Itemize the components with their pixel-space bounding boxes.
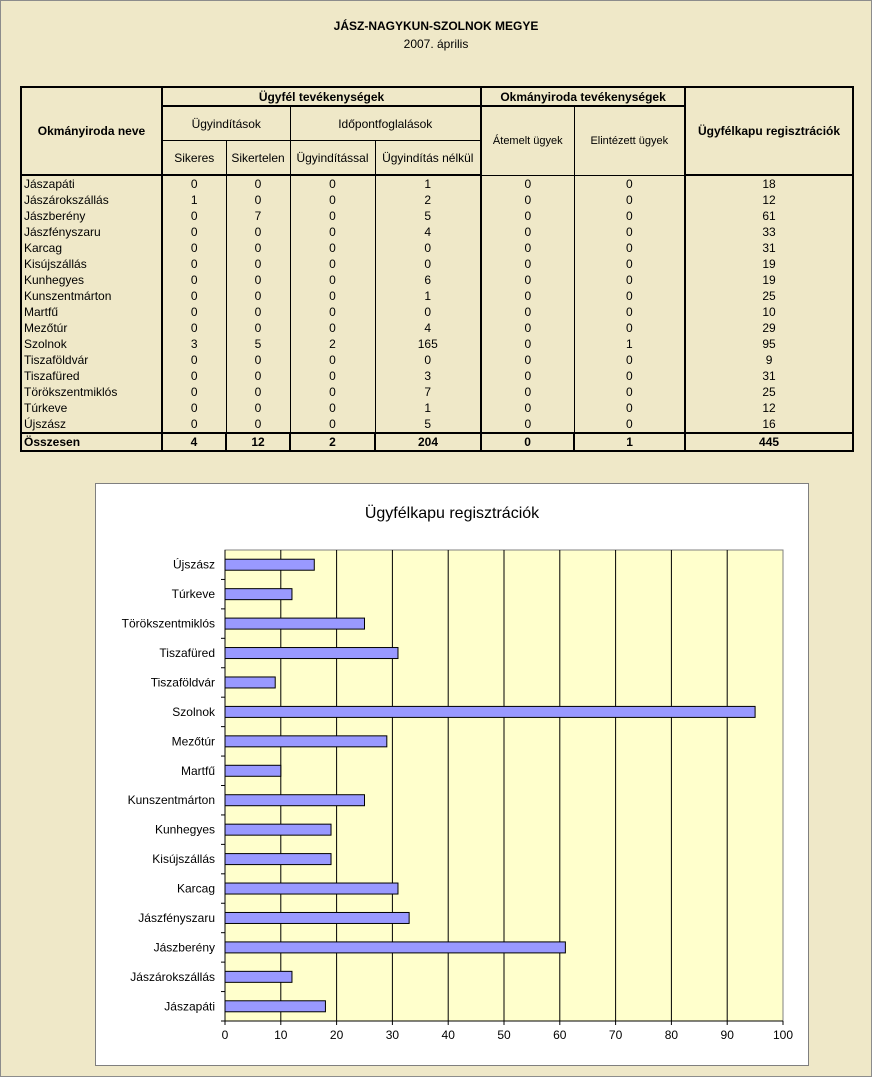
table-cell: 25	[685, 384, 853, 400]
table-cell: 0	[226, 288, 290, 304]
table-cell: 0	[574, 208, 685, 224]
total-cell: 204	[375, 433, 481, 451]
table-cell: 0	[481, 256, 574, 272]
table-cell: 0	[162, 368, 226, 384]
chart-area	[95, 483, 809, 1066]
table-cell: 31	[685, 368, 853, 384]
y-category-label: Törökszentmiklós	[121, 616, 215, 631]
office-name-cell: Túrkeve	[21, 400, 162, 416]
page-subtitle: 2007. április	[403, 37, 469, 51]
table-cell: 0	[290, 175, 375, 192]
x-tick-label: 90	[720, 1028, 734, 1042]
bar-Túrkeve	[225, 589, 292, 600]
y-category-label: Tiszafüred	[159, 646, 215, 661]
table-cell: 0	[481, 368, 574, 384]
y-category-label: Újszász	[172, 557, 215, 572]
table-row	[21, 320, 853, 336]
chart-title: Ügyfélkapu regisztrációk	[364, 505, 540, 522]
table-cell: 3	[375, 368, 481, 384]
table-cell: 0	[226, 175, 290, 192]
table-cell: 12	[685, 192, 853, 208]
table-cell: 0	[574, 224, 685, 240]
y-category-label: Jászapáti	[164, 999, 215, 1014]
table-cell: 0	[574, 384, 685, 400]
table-cell: 0	[162, 416, 226, 433]
y-category-label: Tiszaföldvár	[150, 675, 215, 690]
x-tick-label: 50	[497, 1028, 511, 1042]
table-cell: 0	[226, 192, 290, 208]
office-name-cell: Szolnok	[21, 336, 162, 352]
total-row	[21, 433, 853, 451]
table-cell: 19	[685, 272, 853, 288]
table-cell: 7	[226, 208, 290, 224]
table-cell: 0	[574, 352, 685, 368]
bar-Tiszaföldvár	[225, 677, 275, 688]
table-cell: 0	[226, 224, 290, 240]
bar-Újszász	[225, 559, 314, 570]
table-cell: 1	[375, 288, 481, 304]
bar-Tiszafüred	[225, 648, 398, 659]
x-tick-label: 70	[608, 1028, 623, 1042]
table-cell: 0	[290, 208, 375, 224]
table-cell: 0	[290, 192, 375, 208]
table-cell: 95	[685, 336, 853, 352]
table-cell: 31	[685, 240, 853, 256]
bar-Jászárokszállás	[225, 971, 292, 982]
table-cell: 9	[685, 352, 853, 368]
total-cell: 445	[685, 433, 853, 451]
table-cell: 1	[375, 400, 481, 416]
table-cell: 25	[685, 288, 853, 304]
table-cell: 0	[226, 400, 290, 416]
office-name-cell: Tiszafüred	[21, 368, 162, 384]
table-cell: 0	[162, 400, 226, 416]
office-name-cell: Törökszentmiklós	[21, 384, 162, 400]
table-row	[21, 224, 853, 240]
bar-Jászapáti	[225, 1001, 325, 1012]
table-cell: 0	[290, 256, 375, 272]
table-cell: 4	[375, 320, 481, 336]
y-category-label: Martfű	[180, 763, 215, 778]
y-category-label: Mezőtúr	[171, 734, 215, 749]
y-category-label: Túrkeve	[171, 587, 215, 602]
table-cell: 0	[481, 304, 574, 320]
x-tick-label: 80	[664, 1028, 679, 1042]
y-category-label: Karcag	[176, 881, 215, 896]
x-tick-label: 10	[274, 1028, 288, 1042]
table-cell: 0	[481, 384, 574, 400]
table-cell: 0	[574, 240, 685, 256]
table-cell: 4	[375, 224, 481, 240]
x-tick-label: 40	[441, 1028, 455, 1042]
bar-Kunhegyes	[225, 824, 331, 835]
table-cell: 0	[481, 208, 574, 224]
table-cell: 0	[290, 240, 375, 256]
bar-Jászberény	[225, 942, 565, 953]
table-cell: 0	[290, 384, 375, 400]
table-cell: 0	[290, 352, 375, 368]
table-row	[21, 240, 853, 256]
table-cell: 0	[574, 400, 685, 416]
table-cell: 0	[162, 288, 226, 304]
table-cell: 16	[685, 416, 853, 433]
x-tick-label: 100	[772, 1028, 794, 1042]
x-tick-label: 0	[221, 1028, 229, 1042]
table-cell: 0	[226, 320, 290, 336]
header-ugyfelkapu: Ügyfélkapu regisztrációk	[685, 87, 853, 175]
table-cell: 0	[162, 240, 226, 256]
y-category-label: Kunszentmárton	[127, 793, 215, 808]
bar-Karcag	[225, 883, 398, 894]
table-cell: 0	[481, 336, 574, 352]
statistics-table	[20, 86, 854, 452]
header-ugyinditasok: Ügyindítások	[162, 106, 290, 141]
table-cell: 0	[481, 192, 574, 208]
table-cell: 0	[162, 208, 226, 224]
bar-Törökszentmiklós	[225, 618, 365, 629]
x-tick-label: 20	[329, 1028, 344, 1042]
table-cell: 0	[375, 256, 481, 272]
table-row	[21, 368, 853, 384]
table-row	[21, 416, 853, 433]
office-name-cell: Kunhegyes	[21, 272, 162, 288]
table-cell: 0	[226, 384, 290, 400]
header-ugyinditas-nelkul: Ügyindítás nélkül	[375, 141, 481, 176]
table-cell: 5	[375, 416, 481, 433]
office-name-cell: Jászapáti	[21, 175, 162, 192]
total-cell: 1	[574, 433, 685, 451]
table-cell: 61	[685, 208, 853, 224]
header-office-name: Okmányiroda neve	[21, 87, 162, 175]
table-cell: 0	[290, 368, 375, 384]
total-cell: 4	[162, 433, 226, 451]
table-cell: 0	[481, 416, 574, 433]
table-cell: 18	[685, 175, 853, 192]
table-cell: 0	[574, 304, 685, 320]
bar-Jászfényszaru	[225, 912, 409, 923]
table-row	[21, 352, 853, 368]
table-cell: 0	[162, 320, 226, 336]
table-cell: 0	[481, 400, 574, 416]
table-cell: 1	[574, 336, 685, 352]
table-cell: 0	[226, 256, 290, 272]
x-tick-label: 60	[553, 1028, 567, 1042]
table-cell: 0	[574, 320, 685, 336]
header-elintezett: Elintézett ügyek	[574, 106, 685, 175]
table-cell: 165	[375, 336, 481, 352]
office-name-cell: Mezőtúr	[21, 320, 162, 336]
table-cell: 3	[162, 336, 226, 352]
header-group-okmany: Okmányiroda tevékenységek	[481, 87, 685, 106]
y-category-label: Kunhegyes	[154, 822, 215, 837]
office-name-cell: Jászárokszállás	[21, 192, 162, 208]
table-cell: 6	[375, 272, 481, 288]
table-cell: 0	[375, 240, 481, 256]
table-cell: 0	[290, 320, 375, 336]
table-cell: 0	[162, 304, 226, 320]
total-cell: 0	[481, 433, 574, 451]
table-cell: 0	[290, 224, 375, 240]
table-row	[21, 288, 853, 304]
table-row	[21, 175, 853, 192]
table-cell: 0	[481, 288, 574, 304]
office-name-cell: Martfű	[21, 304, 162, 320]
office-name-cell: Jászberény	[21, 208, 162, 224]
table-row	[21, 256, 853, 272]
table-cell: 0	[290, 400, 375, 416]
table-cell: 0	[162, 272, 226, 288]
header-atemelt: Átemelt ügyek	[481, 106, 574, 175]
table-cell: 7	[375, 384, 481, 400]
office-name-cell: Tiszaföldvár	[21, 352, 162, 368]
table-cell: 0	[574, 272, 685, 288]
table-cell: 0	[574, 368, 685, 384]
table-cell: 1	[375, 175, 481, 192]
table-cell: 5	[226, 336, 290, 352]
header-sikertelen: Sikertelen	[226, 141, 290, 176]
table-cell: 29	[685, 320, 853, 336]
office-name-cell: Újszász	[21, 416, 162, 433]
table-cell: 0	[574, 175, 685, 192]
table-cell: 0	[162, 224, 226, 240]
table-cell: 0	[226, 304, 290, 320]
table-cell: 0	[481, 240, 574, 256]
table-cell: 0	[290, 272, 375, 288]
table-cell: 0	[481, 272, 574, 288]
office-name-cell: Kunszentmárton	[21, 288, 162, 304]
table-row	[21, 304, 853, 320]
table-cell: 0	[290, 304, 375, 320]
header-group-ugyfel: Ügyfél tevékenységek	[162, 87, 481, 106]
table-cell: 0	[162, 256, 226, 272]
total-cell: 12	[226, 433, 290, 451]
table-row	[21, 208, 853, 224]
table-row	[21, 384, 853, 400]
table-cell: 2	[290, 336, 375, 352]
y-category-label: Szolnok	[172, 704, 215, 719]
y-category-label: Jászberény	[153, 940, 215, 955]
table-cell: 0	[481, 352, 574, 368]
table-cell: 0	[226, 272, 290, 288]
table-cell: 0	[226, 416, 290, 433]
table-row	[21, 272, 853, 288]
table-row	[21, 400, 853, 416]
bar-Kunszentmárton	[225, 795, 365, 806]
table-cell: 0	[481, 320, 574, 336]
bar-chart	[96, 484, 808, 1065]
table-cell: 0	[162, 352, 226, 368]
total-cell: 2	[290, 433, 375, 451]
x-tick-label: 30	[385, 1028, 400, 1042]
header-ugyinditassal: Ügyindítással	[290, 141, 375, 176]
header-sikeres: Sikeres	[162, 141, 226, 176]
table-cell: 0	[226, 240, 290, 256]
header-idopontfoglalasok: Időpontfoglalások	[290, 106, 481, 141]
table-cell: 0	[226, 352, 290, 368]
table-cell: 12	[685, 400, 853, 416]
table-cell: 0	[574, 192, 685, 208]
bar-Szolnok	[225, 706, 755, 717]
y-category-label: Jászárokszállás	[130, 969, 215, 984]
table-cell: 0	[574, 288, 685, 304]
table-cell: 0	[290, 288, 375, 304]
table-cell: 0	[290, 416, 375, 433]
table-cell: 33	[685, 224, 853, 240]
table-cell: 0	[375, 304, 481, 320]
table-cell: 0	[375, 352, 481, 368]
bar-Kisújszállás	[225, 854, 331, 865]
bar-Mezőtúr	[225, 736, 387, 747]
table-cell: 1	[162, 192, 226, 208]
y-category-label: Kisújszállás	[152, 852, 215, 867]
table-cell: 5	[375, 208, 481, 224]
total-label: Összesen	[21, 433, 162, 451]
table-cell: 0	[481, 224, 574, 240]
bar-Martfű	[225, 765, 281, 776]
office-name-cell: Karcag	[21, 240, 162, 256]
table-cell: 0	[226, 368, 290, 384]
table-row	[21, 336, 853, 352]
table-cell: 0	[162, 384, 226, 400]
page-title: JÁSZ-NAGYKUN-SZOLNOK MEGYE	[333, 19, 539, 33]
y-category-label: Jászfényszaru	[138, 910, 215, 925]
table-row	[21, 192, 853, 208]
table-cell: 0	[574, 416, 685, 433]
table-cell: 19	[685, 256, 853, 272]
table-cell: 10	[685, 304, 853, 320]
table-cell: 0	[162, 175, 226, 192]
table-cell: 0	[481, 175, 574, 192]
office-name-cell: Jászfényszaru	[21, 224, 162, 240]
table-cell: 2	[375, 192, 481, 208]
table-cell: 0	[574, 256, 685, 272]
office-name-cell: Kisújszállás	[21, 256, 162, 272]
